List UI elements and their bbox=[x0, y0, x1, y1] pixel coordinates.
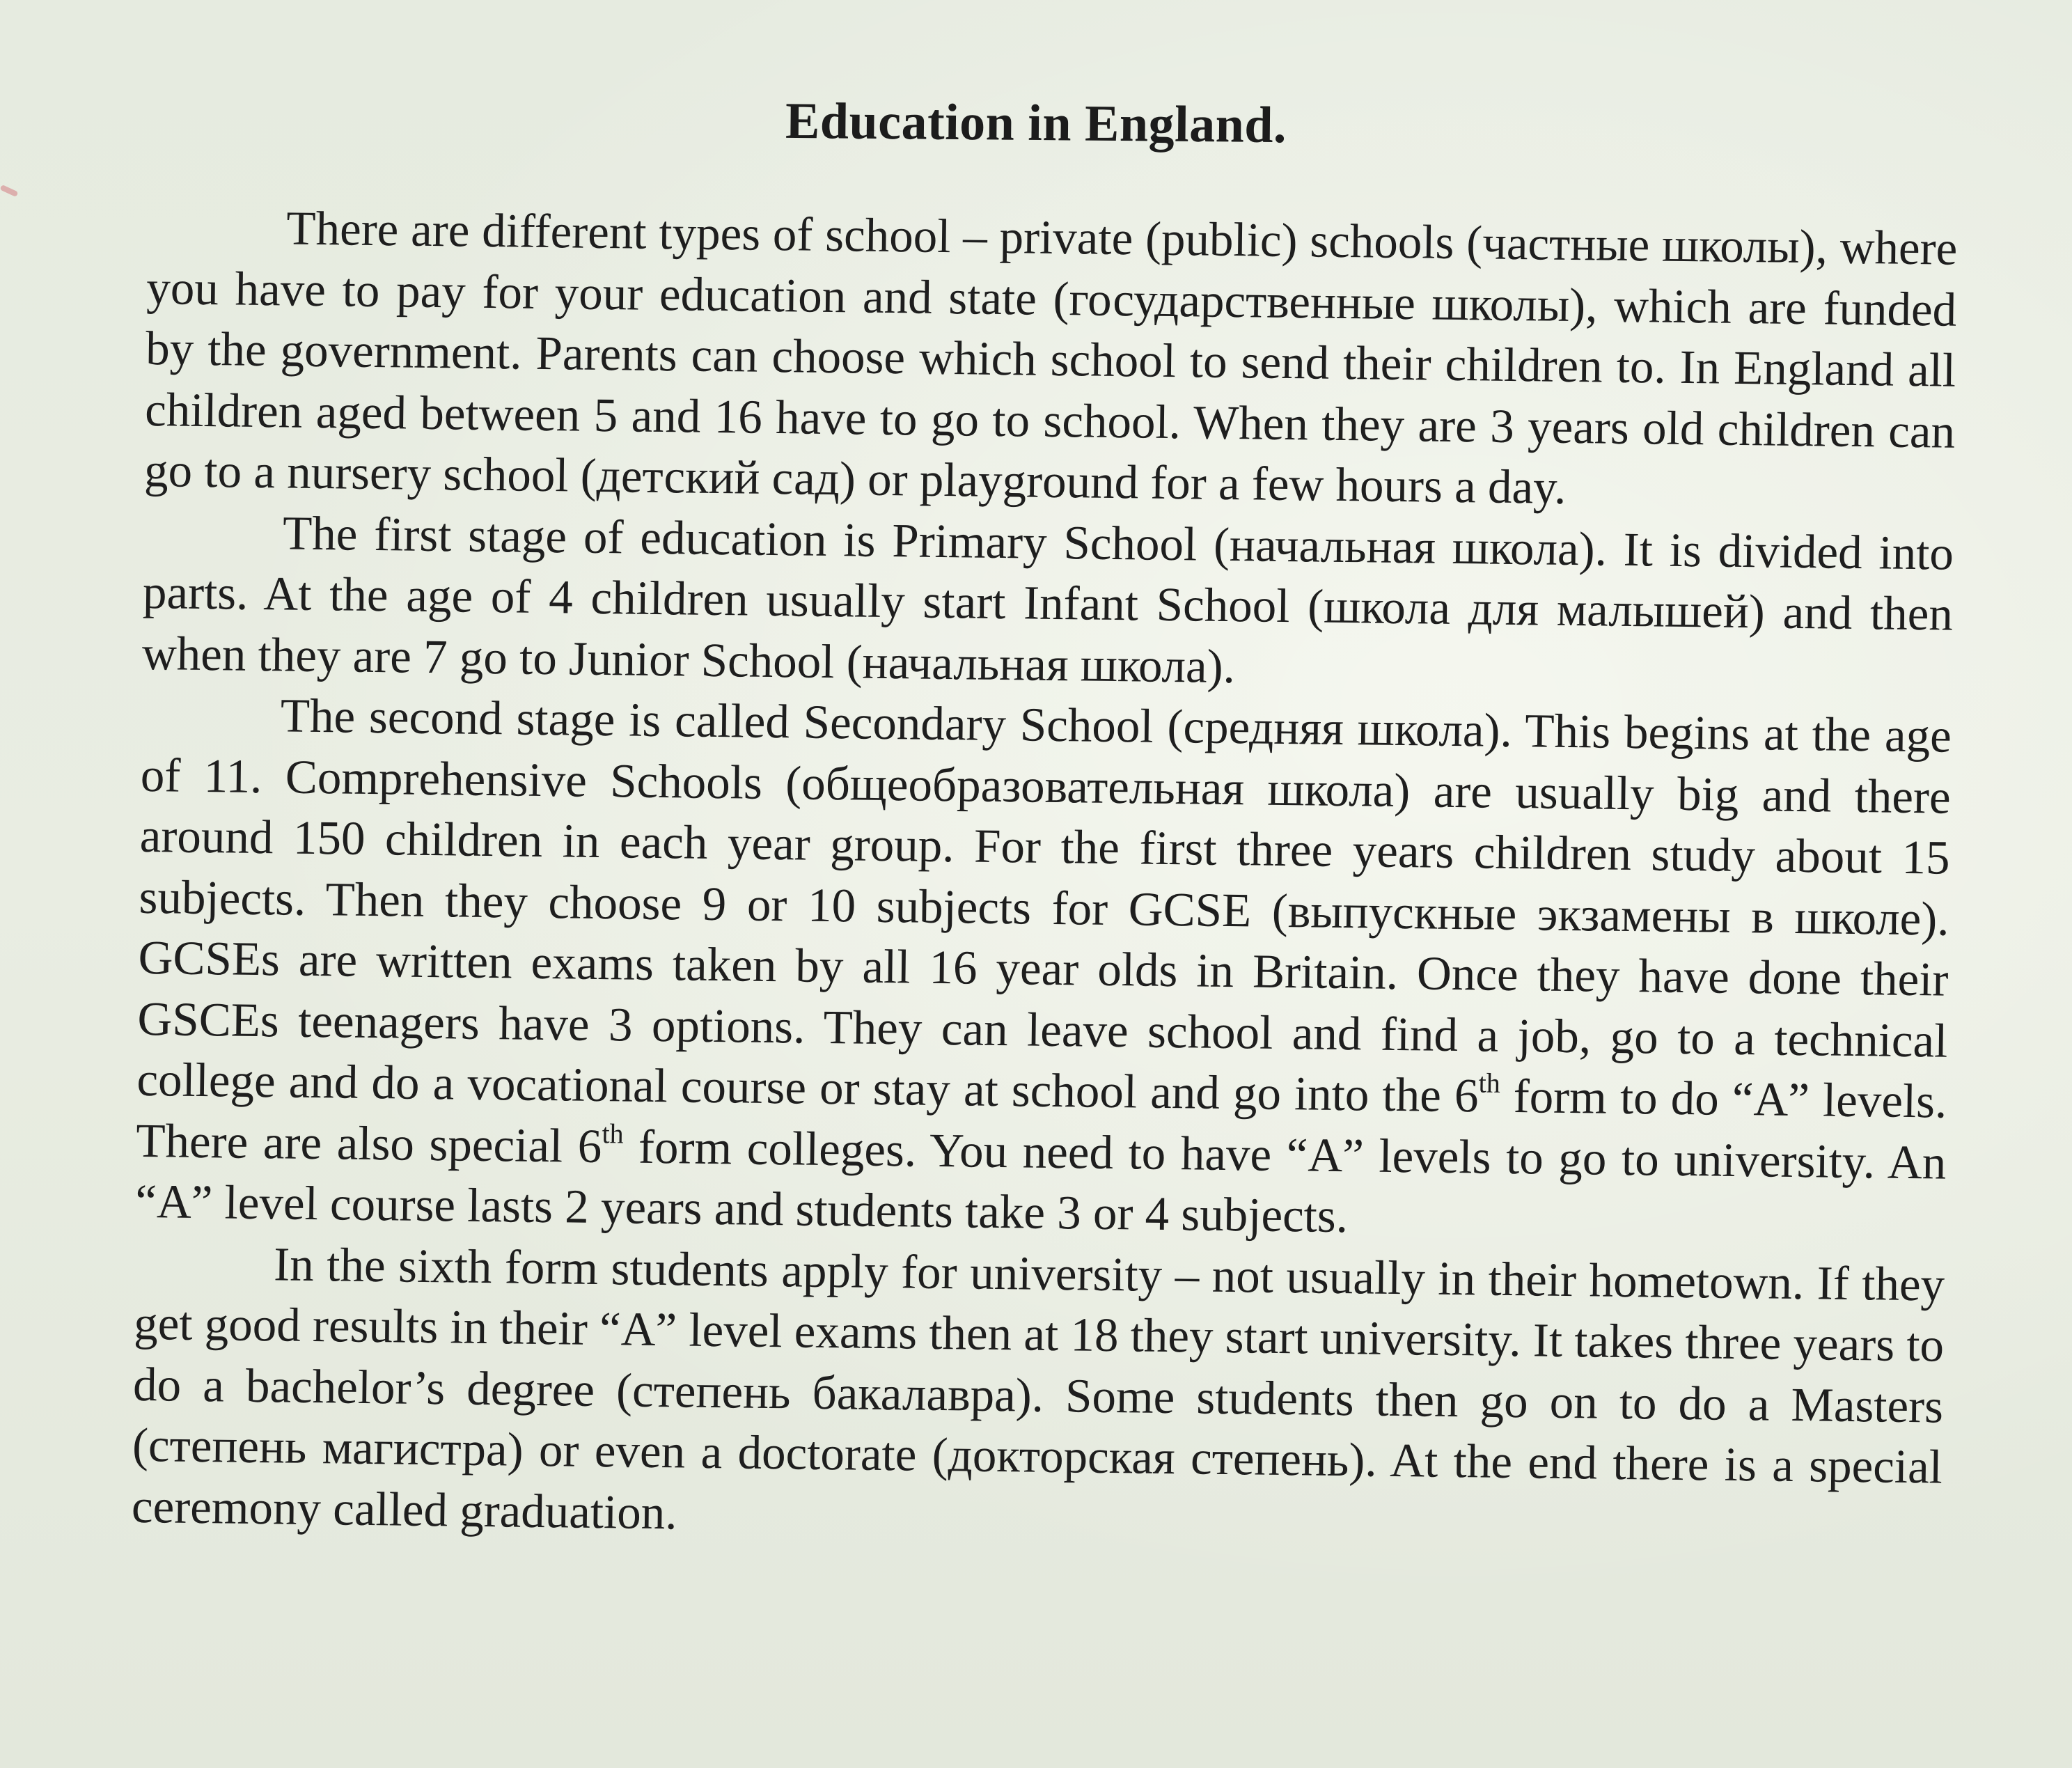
paragraph-primary-school: The first stage of education is Primary School (начальная школа). It is divided into parts. At the age of 4 children usually start Infant School (школа для малышей) and then when they are 7 go to Junior School (начальная школа). bbox=[141, 506, 1954, 693]
paragraph-university: In the sixth form students apply for university – not usually in their hometown. If they get good results in their “A” level exams then at 18 they start university. It takes three years to do a bachelor’s degree (степень бакалавра). Some students then go on to do a Masters (степень магистра) or even a doctorate (докторская степень). At the end there is a special ceremony called graduation. bbox=[131, 1237, 1945, 1539]
page-title: Education in England. bbox=[785, 92, 1287, 155]
paragraph-school-types: There are different types of school – private (public) schools (частные школы), where you have to pay for your education and state (государственные школы), which are funded by the government. Parents can choose which school to send their children to. In England all children aged between 5 and 16 have to go to school. When they are 3 years old children can go to a nursery school (детский сад) or playground for a few hours a day. bbox=[143, 201, 1958, 514]
ordinal-suffix: th bbox=[602, 1117, 624, 1149]
document-body bbox=[131, 196, 1957, 1559]
paragraph-secondary-school bbox=[135, 684, 1952, 1254]
page-mark bbox=[0, 185, 18, 197]
secondary-text-part-3: form colleges. You need to have “A” levels to go to university. An “A” level course lasts 2 years and students take 3 or 4 subjects. bbox=[134, 1119, 1947, 1243]
secondary-text-part-2: form to do “A” levels. There are also special 6 bbox=[135, 1069, 1947, 1173]
ordinal-suffix: th bbox=[1478, 1067, 1501, 1099]
secondary-text-part-1: The second stage is called Secondary School (средняя школа). This begins at the age of 11. Comprehensive Schools (общеобразовательная школа) are usually big and there around 150 children in each year group. For the first three years children study about 15 subjects. Then they choose 9 or 10 subjects for GCSE (выпускные экзамены в школе). GCSEs are written exams taken by all 16 year olds in Britain. Once they have done their GSCEs teenagers have 3 options. They can leave school and find a job, go to a technical college and do a vocational course or stay at school and go into the 6 bbox=[136, 689, 1952, 1122]
